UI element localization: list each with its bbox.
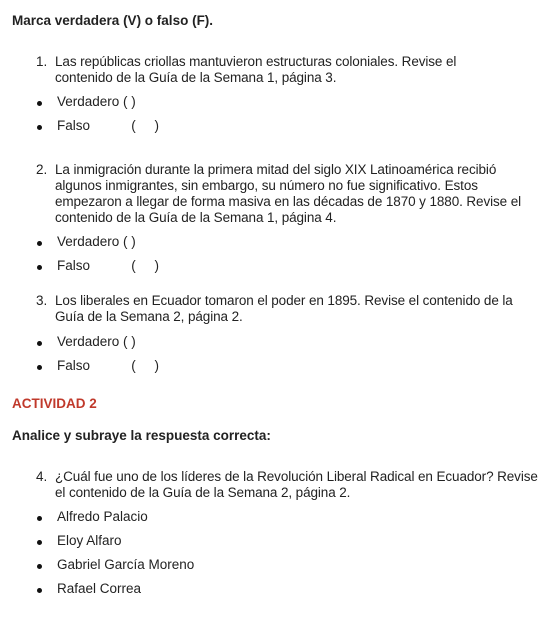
answer-option[interactable]: Alfredo Palacio: [57, 509, 148, 524]
question-text-line: ¿Cuál fue uno de los líderes de la Revolución Liberal Radical en Ecuador? Revise: [55, 469, 538, 484]
bullet-icon: [37, 516, 42, 521]
activity-title: ACTIVIDAD 2: [12, 396, 97, 411]
question-number: 4.: [36, 469, 48, 484]
option-true[interactable]: Verdadero ( ): [57, 334, 136, 349]
option-false[interactable]: Falso ( ): [57, 118, 160, 133]
question-text-line: contenido de la Guía de la Semana 1, página 4.: [55, 210, 337, 225]
bullet-icon: [37, 125, 42, 130]
answer-option[interactable]: Gabriel García Moreno: [57, 557, 195, 572]
answer-option[interactable]: Rafael Correa: [57, 581, 142, 596]
answer-option[interactable]: Eloy Alfaro: [57, 533, 122, 548]
bullet-icon: [37, 365, 42, 370]
bullet-icon: [37, 540, 42, 545]
question-text-line: el contenido de la Guía de la Semana 2, página 2.: [55, 485, 351, 500]
question-number: 1.: [36, 54, 48, 69]
option-true[interactable]: Verdadero ( ): [57, 94, 136, 109]
question-text-line: Los liberales en Ecuador tomaron el poder en 1895. Revise el contenido de la: [55, 293, 513, 308]
option-true[interactable]: Verdadero ( ): [57, 234, 136, 249]
question-text-line: empezaron a llegar de forma masiva en las décadas de 1870 y 1880. Revise el: [55, 194, 522, 209]
question-text-line: Las repúblicas criollas mantuvieron estructuras coloniales. Revise el: [55, 54, 457, 69]
question-text-line: contenido de la Guía de la Semana 1, página 3.: [55, 70, 337, 85]
bullet-icon: [37, 265, 42, 270]
bullet-icon: [37, 241, 42, 246]
instruction-heading: Analice y subraye la respuesta correcta:: [12, 428, 271, 443]
bullet-icon: [37, 101, 42, 106]
question-number: 2.: [36, 162, 48, 177]
question-text-line: La inmigración durante la primera mitad del siglo XIX Latinoamérica recibió: [55, 162, 497, 177]
question-text-line: algunos inmigrantes, sin embargo, su número no fue significativo. Estos: [55, 178, 478, 193]
instruction-heading: Marca verdadera (V) o falso (F).: [12, 13, 214, 28]
option-false[interactable]: Falso ( ): [57, 358, 160, 373]
bullet-icon: [37, 588, 42, 593]
option-false[interactable]: Falso ( ): [57, 258, 160, 273]
question-number: 3.: [36, 293, 48, 308]
question-text-line: Guía de la Semana 2, página 2.: [55, 309, 243, 324]
bullet-icon: [37, 564, 42, 569]
bullet-icon: [37, 341, 42, 346]
